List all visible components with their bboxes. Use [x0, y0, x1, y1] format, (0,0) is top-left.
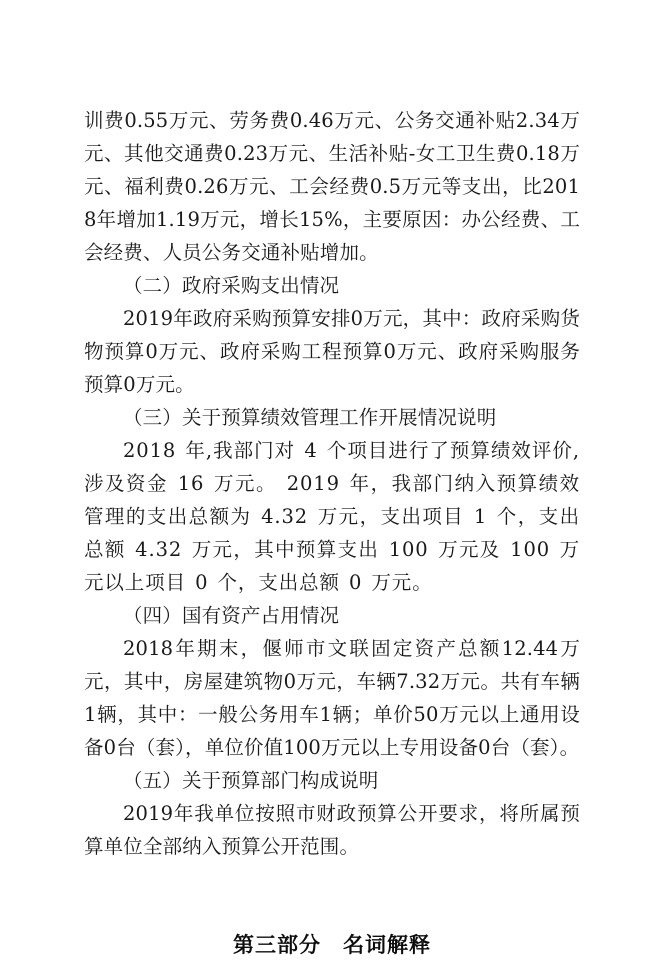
vertical-spacer — [84, 863, 580, 929]
paragraph-state-assets: 2018年期末，偃师市文联固定资产总额12.44万元，其中，房屋建筑物0万元，车辆7.32万元。共有车辆1辆，其中：一般公务用车1辆；单价50万元以上通用设备0台（套），单位价值100万元以上专用设备0台（套）。 — [84, 637, 580, 759]
paragraph-budget-unit-composition: 2019年我单位按照市财政预算公开要求，将所属预算单位全部纳入预算公开范围。 — [84, 802, 580, 858]
part-three-title: 第三部分 名词解释 — [233, 933, 431, 957]
paragraph-carryover: 训费0.55万元、劳务费0.46万元、公务交通补贴2.34万元、其他交通费0.23万元、生活补贴-女工卫生费0.18万元、福利费0.26万元、工会经费0.5万元等支出，比2018年增加1.19万元，增长15%，主要原因：办公经费、工会经费、人员公务交通补贴增加。 — [84, 109, 580, 264]
sub-heading-two: （二）政府采购支出情况 — [123, 274, 340, 297]
paragraph-government-procurement: 2019年政府采购预算安排0万元，其中：政府采购货物预算0万元、政府采购工程预算0万元、政府采购服务预算0万元。 — [84, 307, 580, 396]
paragraph-performance-management: 2018 年,我部门对 4 个项目进行了预算绩效评价,涉及资金 16 万元。 2019 年，我部门纳入预算绩效管理的支出总额为 4.32 万元，支出项目 1 个，支出总额 4.32 万元，其中预算支出 100 万元及 100 万元以上项目 0 个，支出总额 0 万元。 — [84, 439, 580, 594]
sub-heading-five: （五）关于预算部门构成说明 — [123, 769, 379, 792]
document-text-column — [84, 104, 580, 962]
sub-heading-four: （四）国有资产占用情况 — [123, 604, 340, 627]
sub-heading-three: （三）关于预算绩效管理工作开展情况说明 — [123, 406, 497, 429]
